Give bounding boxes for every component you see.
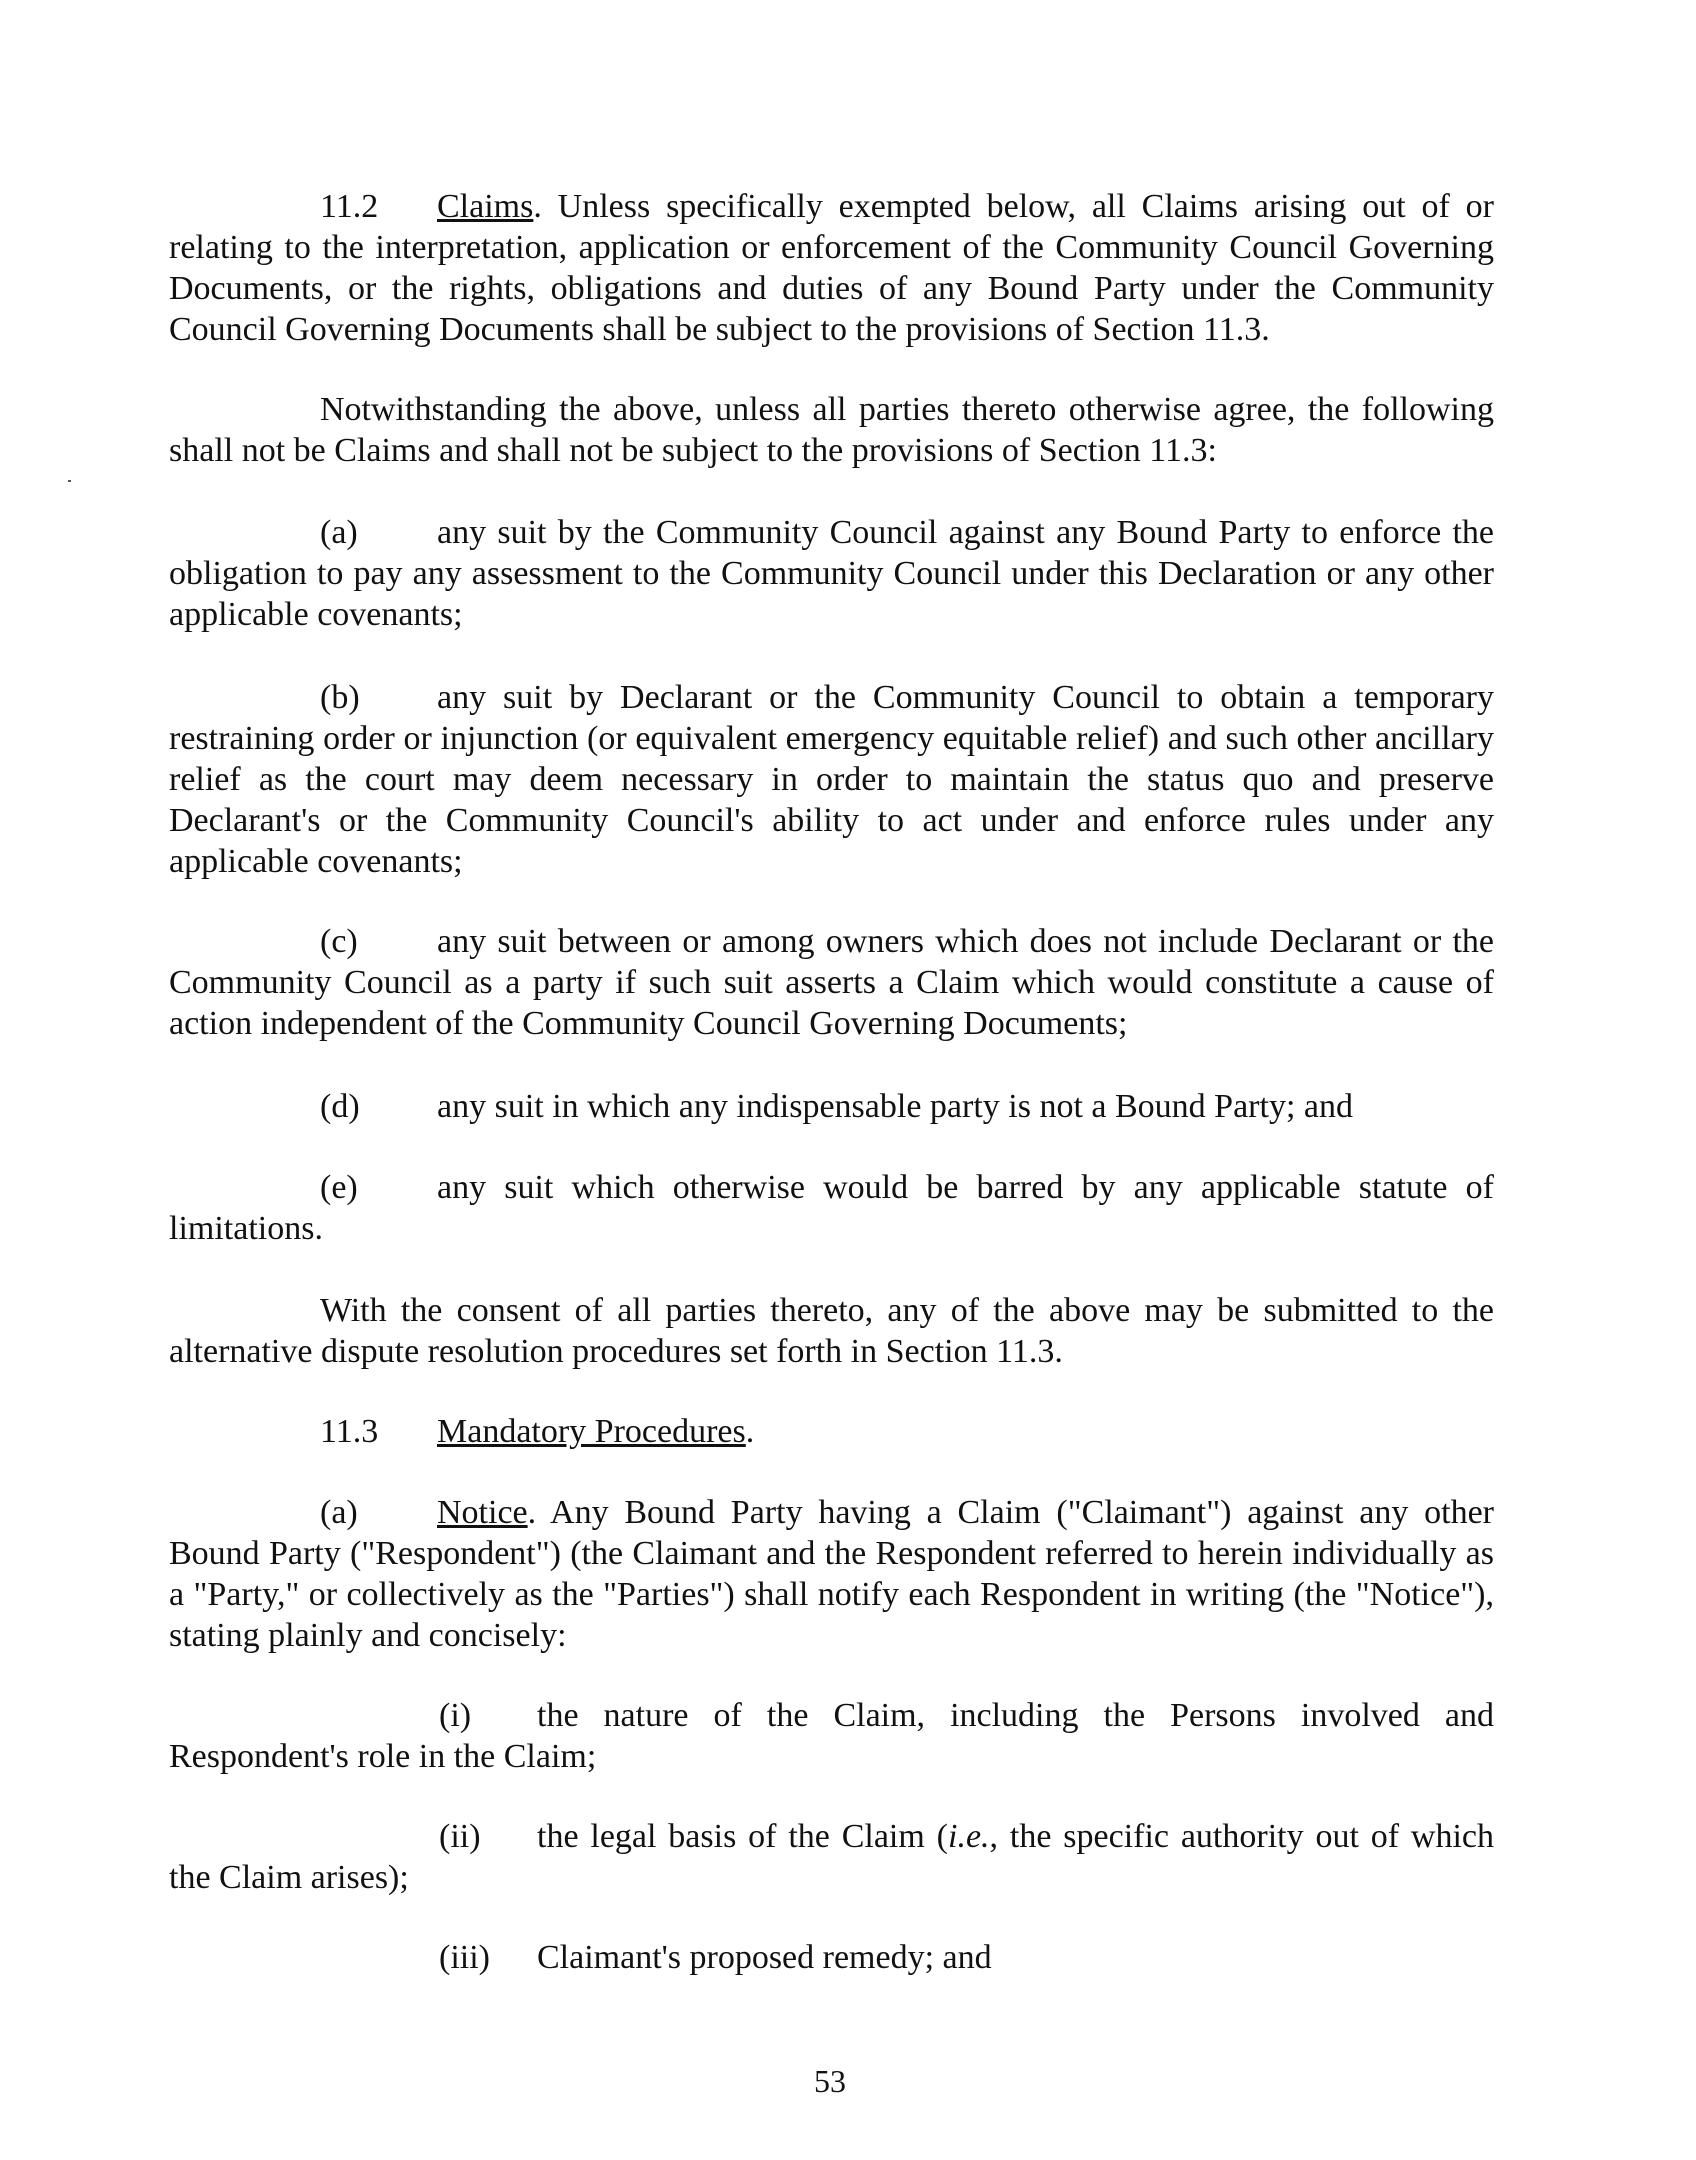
- notice-title: Notice: [437, 1494, 528, 1531]
- text-line: [169, 1290, 1494, 1331]
- exemption-label: (a): [320, 514, 358, 551]
- notice-item-ii: [169, 1816, 1494, 1898]
- exemption-first-line: [169, 921, 1494, 962]
- notice-item-iii: [169, 1937, 1494, 1978]
- notice-item-label: (i): [439, 1697, 472, 1734]
- section-body-start: . Unless specifically exempted below, all Claims arising out of or: [533, 188, 1494, 225]
- text-line: alternative dispute resolution procedures set forth in Section 11.3.: [169, 1333, 1063, 1370]
- text-line: relief as the court may deem necessary in order to maintain the status quo and preserve: [169, 761, 1494, 798]
- text-line: Council Governing Documents shall be subject to the provisions of Section 11.3.: [169, 311, 1270, 348]
- text-line: limitations.: [169, 1210, 323, 1247]
- text-span: any suit which otherwise would be barred by any applicable statute of: [437, 1169, 1494, 1206]
- page-number: 53: [814, 2063, 846, 2099]
- text-span: Claimant's proposed remedy; and: [537, 1939, 992, 1976]
- text-line: relating to the interpretation, application or enforcement of the Community Council Governing: [169, 229, 1494, 266]
- notice-item-label: (ii): [439, 1818, 481, 1855]
- text-line: applicable covenants;: [169, 596, 463, 633]
- text-line: Bound Party ("Respondent") (the Claimant and the Respondent referred to herein individually as: [169, 1535, 1494, 1572]
- notice-item-i: [169, 1695, 1494, 1777]
- exemption-label: (e): [320, 1169, 358, 1206]
- exemption-label: (c): [320, 923, 358, 960]
- text-line: applicable covenants;: [169, 843, 463, 880]
- text-line: Community Council as a party if such suit asserts a Claim which would constitute a cause of: [169, 964, 1494, 1001]
- exemption-e: [169, 1167, 1494, 1249]
- notice-item-first-line: [169, 1937, 1494, 1978]
- text-span: Notwithstanding the above, unless all parties thereto otherwise agree, the following: [320, 391, 1494, 428]
- text-line: Documents, or the rights, obligations and duties of any Bound Party under the Community: [169, 270, 1494, 307]
- text-line: Declarant's or the Community Council's ability to act under and enforce rules under any: [169, 802, 1494, 839]
- text-line: shall not be Claims and shall not be subject to the provisions of Section 11.3:: [169, 432, 1217, 469]
- section-11-2-first-line: [169, 186, 1494, 227]
- text-line: restraining order or injunction (or equivalent emergency equitable relief) and such other ancillary: [169, 720, 1494, 757]
- notice-item-label: (iii): [439, 1939, 490, 1976]
- notice-item-first-line: [169, 1695, 1494, 1736]
- section-heading-line: [169, 1411, 1494, 1452]
- notwithstanding-paragraph: [169, 389, 1494, 471]
- text-line: action independent of the Community Council Governing Documents;: [169, 1005, 1128, 1042]
- margin-mark: [68, 480, 71, 482]
- exemption-first-line: [169, 1167, 1494, 1208]
- section-number: 11.2: [320, 188, 379, 225]
- notice-first-line: [169, 1492, 1494, 1533]
- text-span: any suit by the Community Council against any Bound Party to enforce the: [437, 514, 1494, 551]
- exemption-b: [169, 677, 1494, 882]
- section-11-2: [169, 186, 1494, 350]
- text-span: , the specific authority out of which: [989, 1818, 1494, 1855]
- text-span: the nature of the Claim, including the Persons involved and: [537, 1697, 1494, 1734]
- text-line: obligation to pay any assessment to the Community Council under this Declaration or any other: [169, 555, 1494, 592]
- exemption-c: [169, 921, 1494, 1044]
- exemption-first-line: [169, 512, 1494, 553]
- section-number: 11.3: [320, 1413, 379, 1450]
- section-title-suffix: .: [745, 1413, 755, 1450]
- text-line: [169, 389, 1494, 430]
- text-span: any suit between or among owners which does not include Declarant or the: [437, 923, 1494, 960]
- italic-text: i.e.: [948, 1818, 990, 1855]
- consent-paragraph: [169, 1290, 1494, 1372]
- text-line: stating plainly and concisely:: [169, 1617, 567, 1654]
- text-line: the Claim arises);: [169, 1859, 409, 1896]
- exemption-first-line: [169, 677, 1494, 718]
- text-span: With the consent of all parties thereto, any of the above may be submitted to the: [320, 1292, 1494, 1329]
- exemption-first-line: [169, 1086, 1494, 1127]
- text-span: any suit by Declarant or the Community Council to obtain a temporary: [437, 679, 1494, 716]
- section-11-3: [169, 1411, 1494, 1452]
- section-title: Mandatory Procedures: [437, 1413, 746, 1450]
- notice-paragraph: [169, 1492, 1494, 1656]
- text-line: Respondent's role in the Claim;: [169, 1738, 597, 1775]
- exemption-d: [169, 1086, 1494, 1127]
- exemption-label: (b): [320, 679, 360, 716]
- text-span: any suit in which any indispensable party is not a Bound Party; and: [437, 1088, 1353, 1125]
- notice-body-start: . Any Bound Party having a Claim ("Claimant") against any other: [527, 1494, 1494, 1531]
- section-title: Claims: [437, 188, 534, 225]
- exemption-label: (d): [320, 1088, 360, 1125]
- text-line: a "Party," or collectively as the "Parties") shall notify each Respondent in writing (the "Notice"),: [169, 1576, 1494, 1613]
- notice-item-first-line: [169, 1816, 1494, 1857]
- exemption-a: [169, 512, 1494, 635]
- text-span: the legal basis of the Claim (: [537, 1818, 948, 1855]
- notice-label: (a): [320, 1494, 358, 1531]
